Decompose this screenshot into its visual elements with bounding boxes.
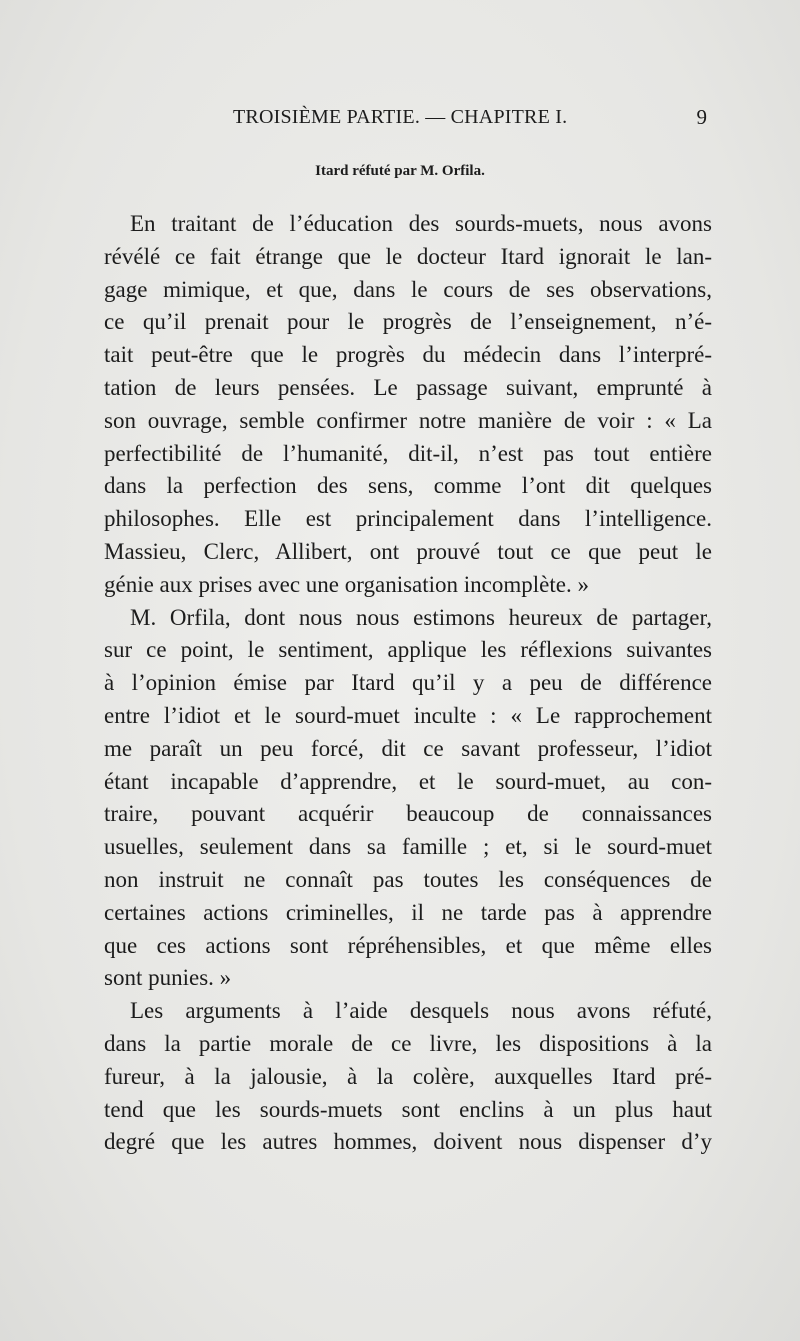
text-line: philosophes. Elle est principalement dans l’intelligence.: [104, 506, 712, 532]
text-line: usuelles, seulement dans sa famille ; et, si le sourd-muet: [104, 834, 712, 860]
text-line: fureur, à la jalousie, à la colère, auxquelles Itard pré-: [104, 1063, 712, 1089]
text-line: dans la partie morale de ce livre, les dispositions à la: [104, 1030, 712, 1056]
text-line: ce qu’il prenait pour le progrès de l’enseignement, n’é-: [104, 309, 712, 335]
text-line: perfectibilité de l’humanité, dit-il, n’est pas tout entière: [104, 440, 712, 466]
text-line: dans la perfection des sens, comme l’ont dit quelques: [104, 473, 712, 499]
text-line: tait peut-être que le progrès du médecin dans l’interpré-: [104, 342, 712, 368]
text-line: Massieu, Clerc, Allibert, ont prouvé tout ce que peut le: [104, 538, 712, 564]
section-heading: Itard réfuté par M. Orfila.: [315, 163, 485, 179]
text-line: son ouvrage, semble confirmer notre manière de voir : « La: [104, 407, 712, 433]
text-line: à l’opinion émise par Itard qu’il y a peu de différence: [104, 670, 712, 696]
body-text: [104, 208, 712, 1159]
paragraph: [104, 208, 712, 602]
text-line: M. Orfila, dont nous nous estimons heureux de partager,: [130, 604, 712, 630]
text-line: En traitant de l’éducation des sourds-muets, nous avons: [130, 211, 712, 236]
text-line: Les arguments à l’aide desquels nous avons réfuté,: [130, 998, 712, 1024]
text-line: étant incapable d’apprendre, et le sourd-muet, au con-: [104, 768, 712, 794]
text-line: révélé ce fait étrange que le docteur Itard ignorait le lan-: [104, 243, 712, 269]
running-title: TROISIÈME PARTIE. — CHAPITRE I.: [233, 106, 568, 128]
paragraph: [104, 602, 712, 996]
text-line: sont punies. »: [104, 965, 232, 991]
text-line: que ces actions sont répréhensibles, et que même elles: [104, 932, 712, 958]
text-line: sur ce point, le sentiment, applique les réflexions suivantes: [104, 637, 712, 663]
text-line: génie aux prises avec une organisation incomplète. »: [104, 571, 589, 597]
page-number: 9: [696, 105, 707, 129]
text-line: degré que les autres hommes, doivent nous dispenser d’y: [104, 1129, 712, 1155]
text-line: me paraît un peu forcé, dit ce savant professeur, l’idiot: [104, 735, 712, 761]
text-line: entre l’idiot et le sourd-muet inculte : « Le rapprochement: [104, 702, 712, 728]
text-line: gage mimique, et que, dans le cours de ses observations,: [104, 276, 712, 302]
text-line: tend que les sourds-muets sont enclins à un plus haut: [104, 1096, 712, 1122]
text-line: traire, pouvant acquérir beaucoup de connaissances: [104, 801, 712, 827]
text-line: tation de leurs pensées. Le passage suivant, emprunté à: [104, 374, 712, 400]
page-header: [233, 104, 707, 134]
paragraph: [104, 995, 712, 1159]
text-line: certaines actions criminelles, il ne tarde pas à apprendre: [104, 899, 712, 925]
text-line: non instruit ne connaît pas toutes les conséquences de: [104, 866, 712, 892]
